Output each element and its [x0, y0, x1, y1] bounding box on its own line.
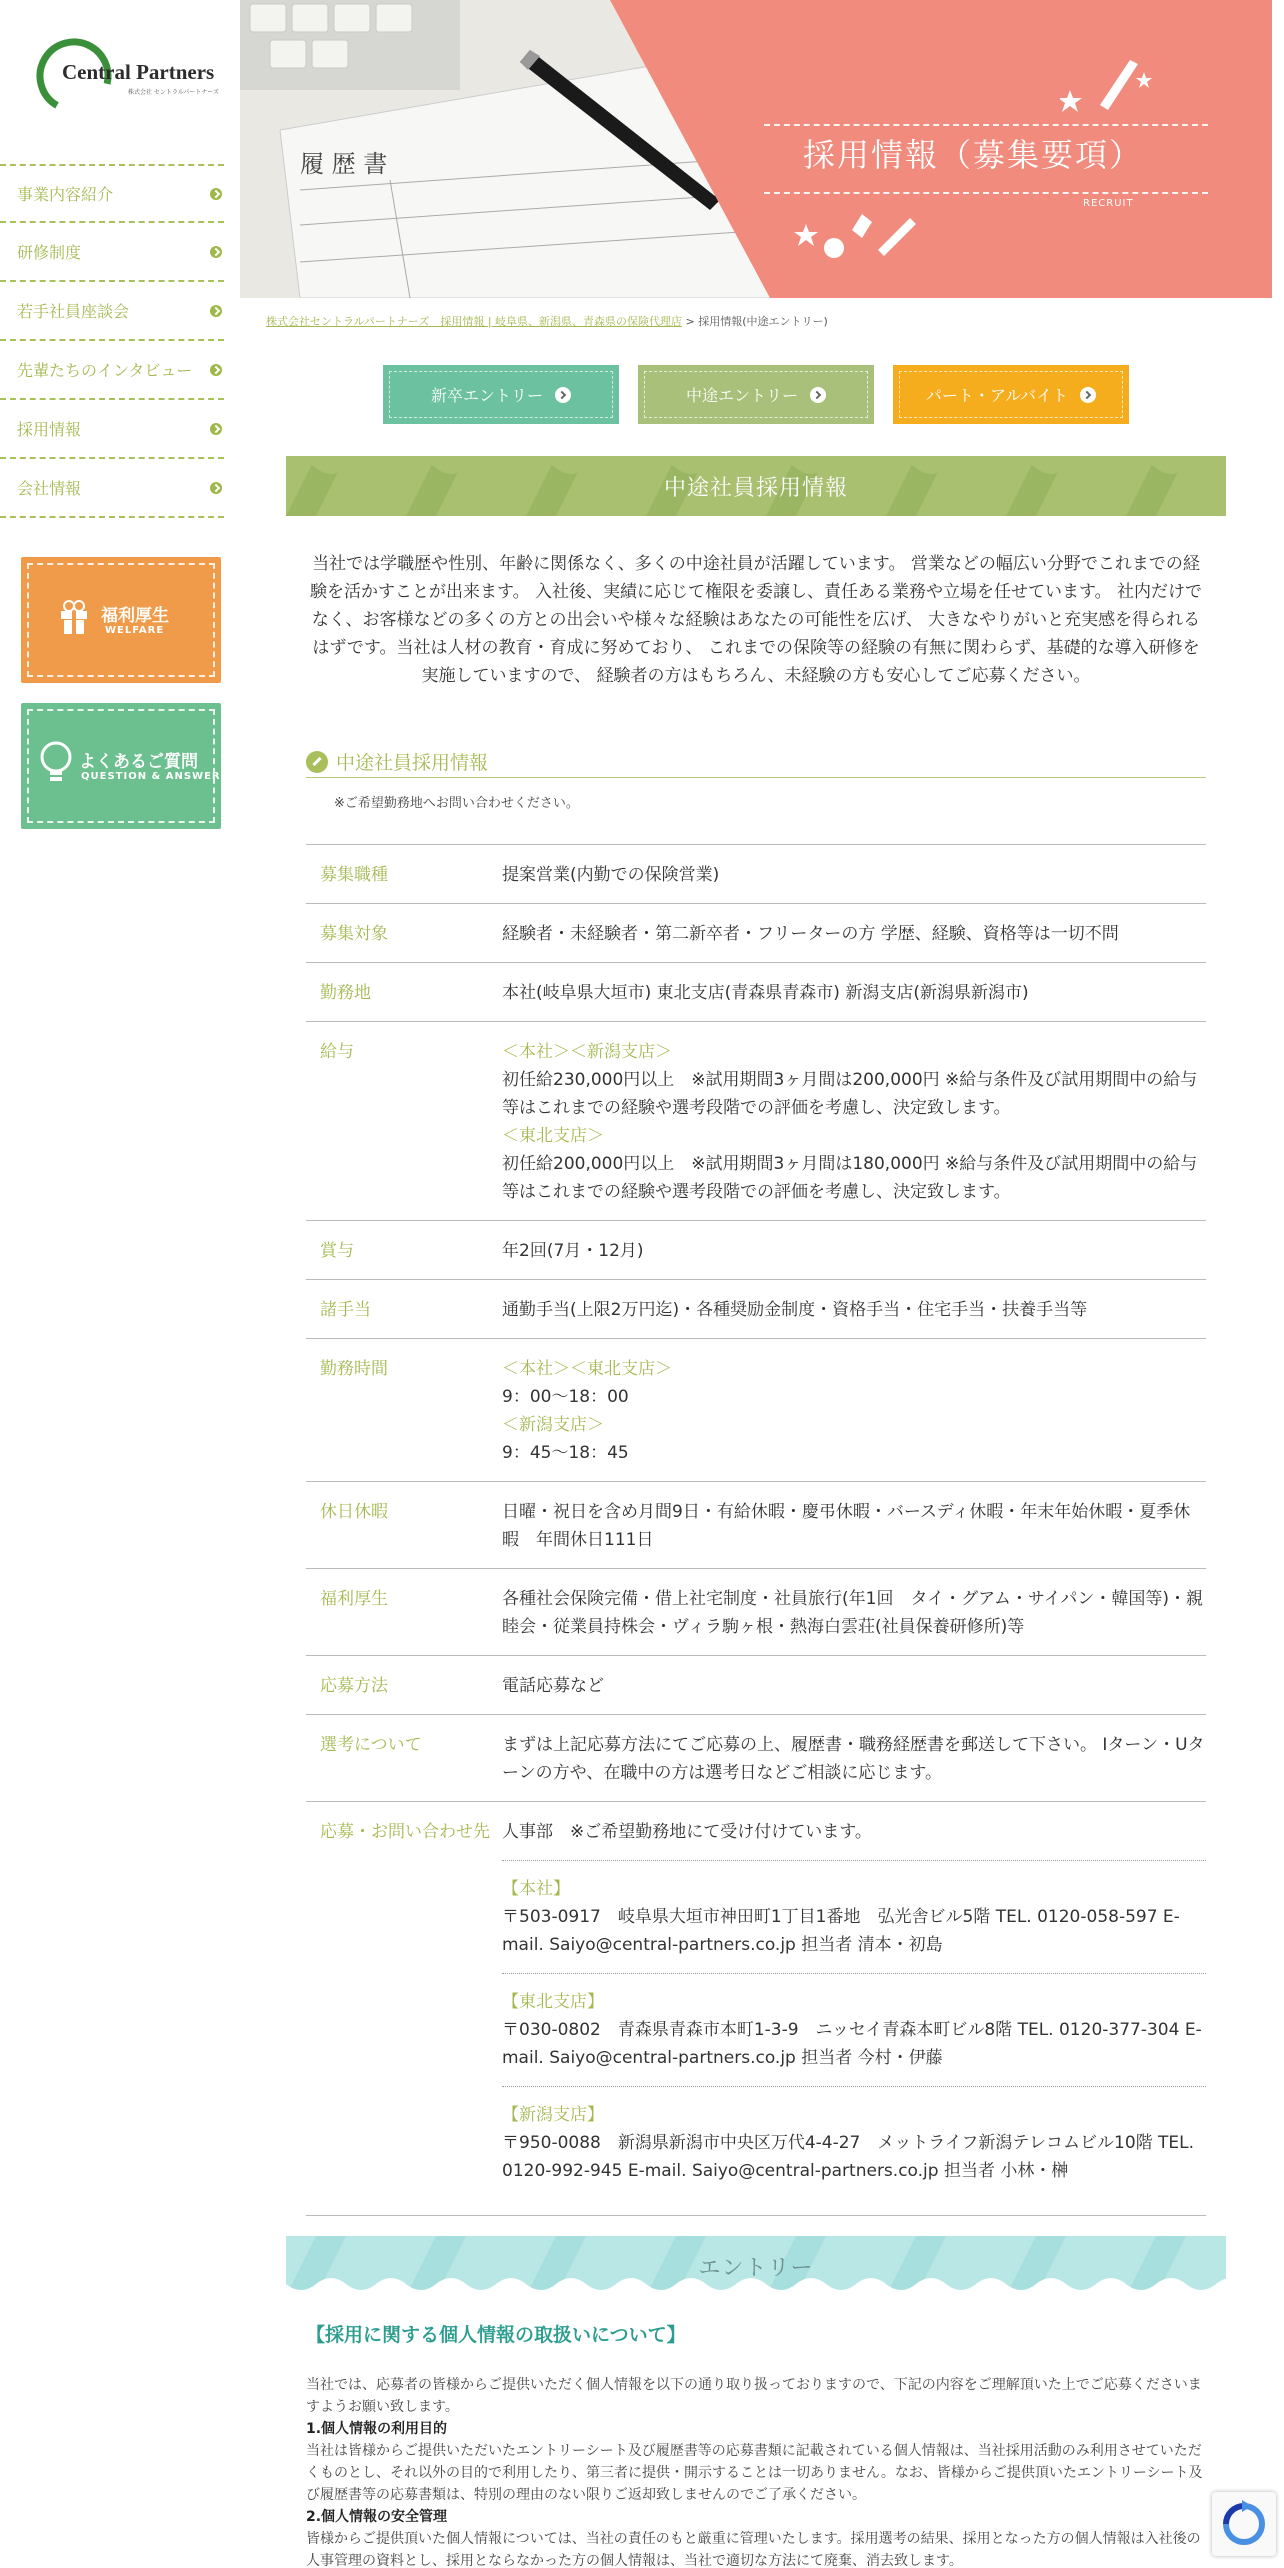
sidebar-item-label: 会社情報 [17, 479, 82, 498]
row-value [502, 1818, 1206, 2185]
sidebar-nav [0, 164, 224, 518]
privacy-paragraph: 当社は皆様からご提供いただいたエントリーシート及び履歴書等の応募書類に記載されている個人情報は、当社採用活動のみ利用させていただくものとし、それ以外の目的で利用したり、第三者に提供・開示することは一切ありません。なお、皆様からご提供頂いたエントリーシート及び履歴書等の応募書類は、特別の理由のない限りご返却致しませんのでご了承ください。 [306, 2443, 1203, 2503]
row-value: 日曜・祝日を含め月間9日・有給休暇・慶弔休暇・バースディ休暇・年末年始休暇・夏季休暇 年間休日111日 [502, 1502, 1191, 1550]
salary-office-heading: ＜東北支店＞ [502, 1126, 604, 1146]
chevron-right-icon [555, 387, 571, 403]
table-row [306, 904, 1206, 963]
table-row [306, 1802, 1206, 2216]
subsection-title: 中途社員採用情報 [336, 752, 489, 774]
job-info-table [306, 844, 1206, 2216]
svg-text:履 歴 書: 履 歴 書 [300, 150, 388, 178]
hero-divider [764, 192, 1208, 194]
table-row [306, 1656, 1206, 1715]
salary-detail: 初任給200,000円以上 ※試用期間3ヶ月間は180,000円 ※給与条件及び試用期間中の給与等はこれまでの経験や選考段階での評価を考慮し、決定致します。 [502, 1154, 1198, 1202]
hours-office-heading: ＜新潟支店＞ [502, 1415, 604, 1435]
privacy-intro: 当社では、応募者の皆様からご提供いただく個人情報を以下の通り取り扱っておりますので、下記の内容をご理解頂いた上でご応募くださいますようお願い致します。 [306, 2377, 1202, 2415]
hero-divider [764, 124, 1208, 126]
breadcrumb-home-link[interactable]: 株式会社セントラルパートナーズ 採用情報 | 岐阜県、新潟県、青森県の保険代理店 [266, 315, 683, 328]
sidebar-item-recruit[interactable] [0, 400, 224, 459]
hours-detail: 9：45～18：45 [502, 1443, 629, 1463]
office-detail: 〒503-0917 岐阜県大垣市神田町1丁目1番地 弘光舎ビル5階 TEL. 0120-058-597 E-mail. Saiyo@central-partners.co.jp 担当者 清本・初島 [502, 1907, 1180, 1955]
row-value [502, 1355, 1206, 1467]
sidebar-item-training[interactable] [0, 223, 224, 282]
banner-subtitle: WELFARE [105, 625, 165, 636]
breadcrumb [266, 313, 828, 329]
row-header: 勤務地 [320, 983, 371, 1003]
sidebar-item-label: 研修制度 [17, 243, 82, 262]
recaptcha-badge[interactable] [1212, 2492, 1276, 2556]
section-header [286, 456, 1226, 516]
breadcrumb-separator: > [682, 315, 699, 328]
pen-stars-icon [1060, 50, 1160, 120]
chevron-right-icon [210, 482, 222, 494]
salary-office-heading: ＜本社＞＜新潟支店＞ [502, 1042, 672, 1062]
row-header: 諸手当 [320, 1300, 371, 1320]
sidebar-item-label: 事業内容紹介 [17, 185, 114, 204]
office-name: 【東北支店】 [502, 1992, 604, 2012]
button-label: 中途エントリー [685, 386, 798, 405]
stationery-icon [792, 200, 922, 270]
office-name: 【新潟支店】 [502, 2105, 604, 2125]
button-label: パート・アルバイト [925, 386, 1069, 405]
chevron-right-icon [210, 423, 222, 435]
row-header: 福利厚生 [320, 1589, 388, 1609]
row-value: まずは上記応募方法にてご応募の上、履歴書・職務経歴書を郵送して下さい。 Iターン・Uターンの方や、在職中の方は選考日などご相談に応じます。 [502, 1735, 1205, 1783]
banner-title: 福利厚生 [101, 606, 169, 626]
office-block [502, 1973, 1206, 2072]
sidebar-item-interview[interactable] [0, 341, 224, 400]
company-logo[interactable] [36, 34, 220, 114]
row-header: 賞与 [320, 1241, 354, 1261]
row-header: 休日休暇 [320, 1502, 388, 1522]
contact-lead: 人事部 ※ご希望勤務地にて受け付けています。 [502, 1822, 872, 1842]
lightbulb-icon [39, 741, 73, 785]
sidebar [0, 0, 240, 2568]
section-title: エントリー [698, 2255, 814, 2281]
sidebar-item-roundtable[interactable] [0, 282, 224, 341]
logo-text: Central Partners [62, 60, 215, 84]
hours-office-heading: ＜本社＞＜東北支店＞ [502, 1359, 672, 1379]
hero-subtitle: RECRUIT [1083, 198, 1134, 209]
table-row [306, 845, 1206, 904]
row-header: 応募・お問い合わせ先 [320, 1822, 490, 1842]
row-value: 通勤手当(上限2万円迄)・各種奨励金制度・資格手当・住宅手当・扶養手当等 [502, 1300, 1088, 1320]
breadcrumb-current: 採用情報(中途エントリー) [698, 315, 828, 328]
chevron-right-icon [810, 387, 826, 403]
sidebar-item-label: 採用情報 [17, 420, 82, 439]
new-graduate-entry-button[interactable] [383, 365, 619, 424]
row-header: 応募方法 [320, 1676, 388, 1696]
hours-detail: 9：00～18：00 [502, 1387, 629, 1407]
privacy-heading: 2.個人情報の安全管理 [306, 2509, 448, 2525]
banner-title: よくあるご質問 [79, 752, 198, 772]
hero-title: 採用情報（募集要項） [803, 136, 1144, 174]
chevron-right-icon [210, 305, 222, 317]
recaptcha-icon [1212, 2492, 1276, 2556]
chevron-right-icon [210, 246, 222, 258]
row-header: 募集職種 [320, 865, 388, 885]
hero-banner [240, 0, 1272, 298]
table-row [306, 1280, 1206, 1339]
welfare-banner[interactable] [21, 557, 221, 683]
row-header: 勤務時間 [320, 1359, 388, 1379]
table-row [306, 1569, 1206, 1656]
section-title: 中途社員採用情報 [663, 475, 848, 501]
table-row [306, 1339, 1206, 1482]
office-block [502, 1860, 1206, 1959]
entry-section-header [286, 2236, 1226, 2296]
row-value: 経験者・未経験者・第二新卒者・フリーターの方 学歴、経験、資格等は一切不問 [502, 924, 1119, 944]
banner-subtitle: QUESTION & ANSWER [81, 771, 221, 782]
row-header: 募集対象 [320, 924, 388, 944]
row-value: 電話応募など [502, 1676, 604, 1696]
chevron-right-icon [1080, 387, 1096, 403]
mid-career-entry-button[interactable] [638, 365, 874, 424]
sidebar-item-label: 若手社員座談会 [17, 302, 130, 321]
faq-banner[interactable] [21, 703, 221, 829]
subsection-header [306, 746, 1206, 778]
button-label: 新卒エントリー [430, 386, 543, 405]
intro-text: 当社では学職歴や性別、年齢に関係なく、多くの中途社員が活躍しています。 営業などの幅広い分野でこれまでの経験を活かすことが出来ます。 入社後、実績に応じて権限を委譲し、責任ある業務や立場を任せています。 社内だけでなく、お客様などの多くの方との出会いや様々な経験はあなたの可能性を広げ、 大きなやりがいと充実感を得られるはずです。当社は人材の教育・育成に努めており、 これまでの保険等の経験の有無に関わらず、基礎的な導入研修を実施していますので、 経験者の方はもちろん、未経験の方も安心してご応募ください。 [309, 554, 1203, 686]
chevron-right-icon [210, 364, 222, 376]
privacy-paragraph: 皆様からご提供頂いた個人情報については、当社の責任のもと厳重に管理いたします。採用選考の結果、採用となった方の個人情報は入社後の人事管理の資料とし、採用とならなかった方の個人情報は、当社で適切な方法にて廃棄、消去致します。 [306, 2531, 1201, 2568]
part-time-entry-button[interactable] [893, 365, 1129, 424]
row-value [502, 1038, 1206, 1206]
row-value: 提案営業(内勤での保険営業) [502, 865, 720, 885]
table-row [306, 1221, 1206, 1280]
table-row [306, 1022, 1206, 1221]
sidebar-item-company[interactable] [0, 459, 224, 518]
row-value: 本社(岐阜県大垣市) 東北支店(青森県青森市) 新潟支店(新潟県新潟市) [502, 983, 1029, 1003]
table-row [306, 963, 1206, 1022]
sidebar-item-label: 先輩たちのインタビュー [17, 361, 193, 380]
row-value: 各種社会保険完備・借上社宅制度・社員旅行(年1回 タイ・グアム・サイパン・韓国等)・親睦会・従業員持株会・ヴィラ駒ヶ根・熱海白雲荘(社員保養研修所)等 [502, 1589, 1204, 1637]
chevron-right-icon [210, 188, 222, 200]
logo-subtext: 株式会社 セントラルパートナーズ [128, 89, 220, 96]
salary-detail: 初任給230,000円以上 ※試用期間3ヶ月間は200,000円 ※給与条件及び試用期間中の給与等はこれまでの経験や選考段階での評価を考慮し、決定致します。 [502, 1070, 1198, 1118]
gift-icon [59, 599, 89, 635]
row-header: 給与 [320, 1042, 354, 1062]
table-row [306, 1715, 1206, 1802]
privacy-heading: 1.個人情報の利用目的 [306, 2421, 448, 2437]
privacy-title: 【採用に関する個人情報の取扱いについて】 [306, 2324, 686, 2346]
row-value: 年2回(7月・12月) [502, 1241, 644, 1261]
row-header: 選考について [320, 1735, 422, 1755]
office-detail: 〒030-0802 青森県青森市本町1-3-9 ニッセイ青森本町ビル8階 TEL. 0120-377-304 E-mail. Saiyo@central-partners.co.jp 担当者 今村・伊藤 [502, 2020, 1202, 2068]
sidebar-item-business[interactable] [0, 164, 224, 223]
table-row [306, 1482, 1206, 1569]
privacy-policy [306, 2374, 1206, 2568]
location-note: ※ご希望勤務地へお問い合わせください。 [334, 796, 579, 811]
office-block [502, 2086, 1206, 2185]
office-name: 【本社】 [502, 1879, 570, 1899]
pencil-icon [306, 751, 328, 773]
office-detail: 〒950-0088 新潟県新潟市中央区万代4-4-27 メットライフ新潟テレコムビル10階 TEL. 0120-992-945 E-mail. Saiyo@central-partners.co.jp 担当者 小林・榊 [502, 2133, 1195, 2181]
